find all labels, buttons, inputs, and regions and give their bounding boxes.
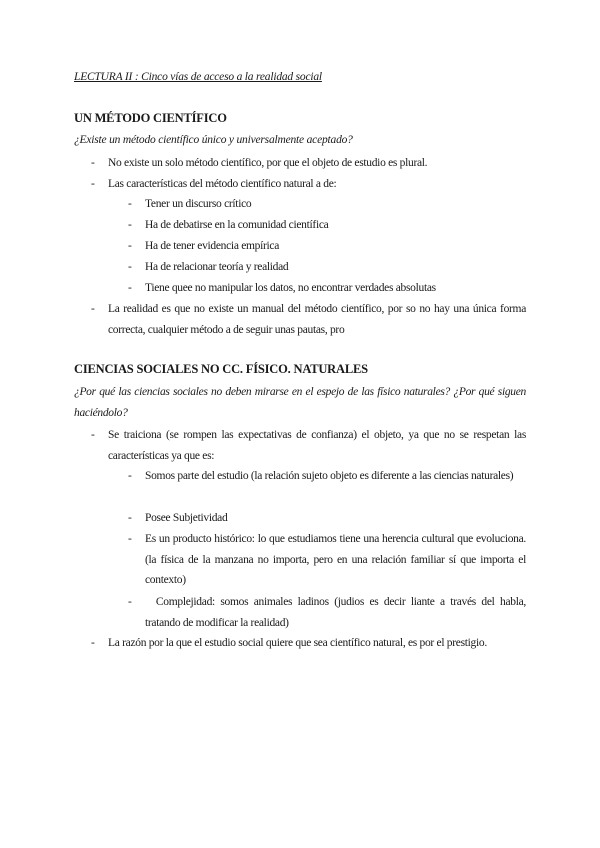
section-heading-ciencias: CIENCIAS SOCIALES NO CC. FÍSICO. NATURALES	[74, 362, 368, 376]
sub-list-item: Posee Subjetividad	[145, 512, 228, 524]
bullet-dash: -	[91, 637, 95, 649]
bullet-dash: -	[128, 240, 132, 252]
list-item: Las características del método científico natural a de:	[108, 178, 337, 190]
bullet-dash: -	[128, 282, 132, 294]
bullet-dash: -	[128, 470, 132, 482]
list-item: No existe un solo método científico, por que el objeto de estudio es plural.	[108, 157, 428, 169]
document-title: LECTURA II : Cinco vías de acceso a la realidad social	[74, 71, 322, 83]
bullet-dash: -	[91, 303, 95, 315]
sub-list-item: Ha de relacionar teoría y realidad	[145, 261, 289, 273]
sub-list-item: Ha de debatirse en la comunidad científica	[145, 219, 329, 231]
bullet-dash: -	[128, 261, 132, 273]
section-question-metodo: ¿Existe un método científico único y universalmente aceptado?	[74, 134, 353, 146]
bullet-dash: -	[128, 596, 132, 608]
sub-list-item: Ha de tener evidencia empírica	[145, 240, 280, 252]
list-item: La realidad es que no existe un manual del método científico, por so no hay una única forma correcta, cualquier método a de seguir unas pautas, pro	[108, 303, 526, 336]
bullet-dash: -	[91, 178, 95, 190]
sub-list-item: Tiene quee no manipular los datos, no encontrar verdades absolutas	[145, 282, 436, 294]
section-heading-metodo: UN MÉTODO CIENTÍFICO	[74, 111, 227, 125]
sub-list-item: Tener un discurso crítico	[145, 198, 252, 210]
bullet-dash: -	[128, 219, 132, 231]
section-question-ciencias: ¿Por qué las ciencias sociales no deben mirarse en el espejo de las físico naturales? ¿Por qué siguen haciéndolo?	[74, 386, 526, 419]
list-item: Se traiciona (se rompen las expectativas de confianza) el objeto, ya que no se respetan las características ya que es:	[108, 429, 526, 462]
list-item: La razón por la que el estudio social quiere que sea científico natural, es por el prestigio.	[108, 637, 487, 649]
bullet-dash: -	[91, 429, 95, 441]
bullet-dash: -	[91, 157, 95, 169]
sub-list-item: Es un producto histórico: lo que estudiamos tiene una herencia cultural que evoluciona. (la física de la manzana no importa, pero en una relación familiar sí que importa el contexto)	[145, 533, 526, 586]
bullet-dash: -	[128, 198, 132, 210]
sub-list-item: Somos parte del estudio (la relación sujeto objeto es diferente a las ciencias naturales)	[145, 470, 514, 482]
sub-list-item: Complejidad: somos animales ladinos (judios es decir liante a través del habla, tratando de modificar la realidad)	[145, 596, 529, 629]
bullet-dash: -	[128, 533, 132, 545]
bullet-dash: -	[128, 512, 132, 524]
